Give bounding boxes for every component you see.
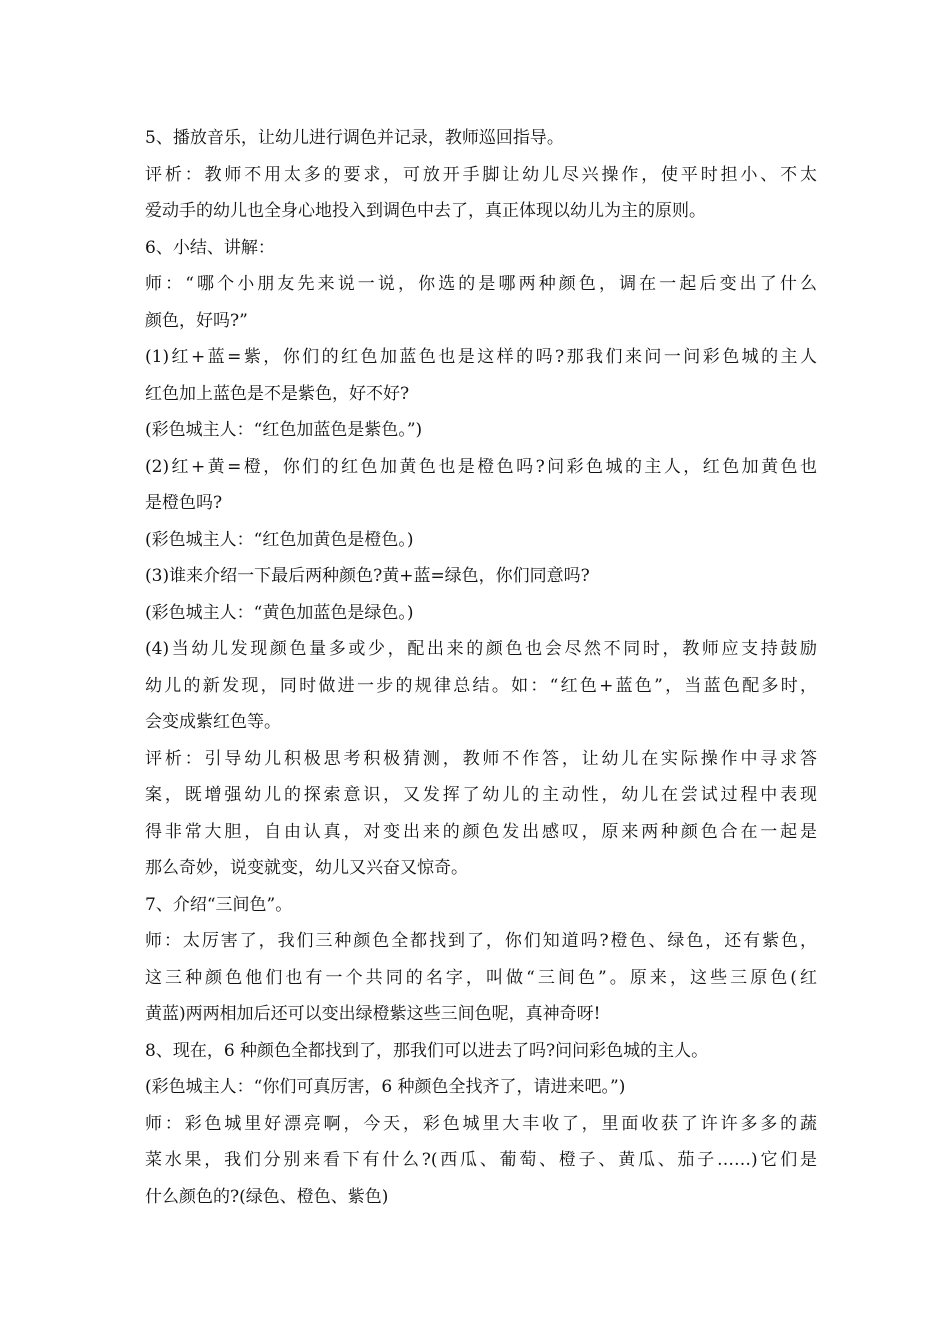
text-line: 师：“哪个小朋友先来说一说，你选的是哪两种颜色，调在一起后变出了什么 xyxy=(145,274,817,294)
text-line: (2)红+黄=橙，你们的红色加黄色也是橙色吗?问彩色城的主人，红色加黄色也 xyxy=(145,456,817,477)
text-line: 6、小结、讲解： xyxy=(145,237,275,258)
text-line: 师：太厉害了，我们三种颜色全都找到了，你们知道吗?橙色、绿色，还有紫色， xyxy=(145,931,817,951)
text-line: 那么奇妙，说变就变，幼儿又兴奋又惊奇。 xyxy=(145,858,468,878)
text-line: (彩色城主人：“你们可真厉害，6 种颜色全找齐了，请进来吧。”) xyxy=(145,1077,626,1097)
text-line: 幼儿的新发现，同时做进一步的规律总结。如：“红色+蓝色”，当蓝色配多时， xyxy=(145,675,817,696)
text-line: (彩色城主人：“红色加黄色是橙色。) xyxy=(145,529,414,550)
text-line: 菜水果，我们分别来看下有什么?(西瓜、葡萄、橙子、黄瓜、茄子……)它们是 xyxy=(145,1150,817,1170)
text-line: 颜色，好吗?” xyxy=(145,310,248,331)
text-line: 7、介绍“三间色”。 xyxy=(145,894,293,915)
document-body xyxy=(145,120,817,1215)
text-line: (4)当幼儿发现颜色量多或少，配出来的颜色也会尽然不同时，教师应支持鼓励 xyxy=(145,639,817,659)
text-line: 红色加上蓝色是不是紫色，好不好? xyxy=(145,383,410,404)
text-line: 什么颜色的?(绿色、橙色、紫色) xyxy=(145,1186,389,1207)
text-line: 5、播放音乐，让幼儿进行调色并记录，教师巡回指导。 xyxy=(145,128,564,148)
text-line: 黄蓝)两两相加后还可以变出绿橙紫这些三间色呢，真神奇呀! xyxy=(145,1004,601,1024)
text-line: 这三种颜色他们也有一个共同的名字，叫做“三间色”。原来，这些三原色(红 xyxy=(145,967,817,988)
text-line: 是橙色吗? xyxy=(145,493,223,513)
text-line: (1)红+蓝=紫，你们的红色加蓝色也是这样的吗?那我们来问一问彩色城的主人 xyxy=(145,347,817,367)
text-line: 会变成紫红色等。 xyxy=(145,712,281,732)
text-line: 案，既增强幼儿的探索意识，又发挥了幼儿的主动性，幼儿在尝试过程中表现 xyxy=(145,785,817,805)
text-line: 评析：引导幼儿积极思考积极猜测，教师不作答，让幼儿在实际操作中寻求答 xyxy=(145,748,817,769)
text-line: (彩色城主人：“红色加蓝色是紫色。”) xyxy=(145,420,423,440)
text-line: 评析：教师不用太多的要求，可放开手脚让幼儿尽兴操作，使平时担小、不太 xyxy=(145,164,817,185)
text-line: 8、现在，6 种颜色全都找到了，那我们可以进去了吗?问问彩色城的主人。 xyxy=(145,1040,709,1061)
text-line: 得非常大胆，自由认真，对变出来的颜色发出感叹，原来两种颜色合在一起是 xyxy=(145,821,817,842)
text-line: (3)谁来介绍一下最后两种颜色?黄+蓝=绿色，你们同意吗? xyxy=(145,566,590,586)
text-line: 爱动手的幼儿也全身心地投入到调色中去了，真正体现以幼儿为主的原则。 xyxy=(145,201,706,221)
text-line: (彩色城主人：“黄色加蓝色是绿色。) xyxy=(145,602,414,623)
text-line: 师：彩色城里好漂亮啊，今天，彩色城里大丰收了，里面收获了许许多多的蔬 xyxy=(145,1113,817,1134)
